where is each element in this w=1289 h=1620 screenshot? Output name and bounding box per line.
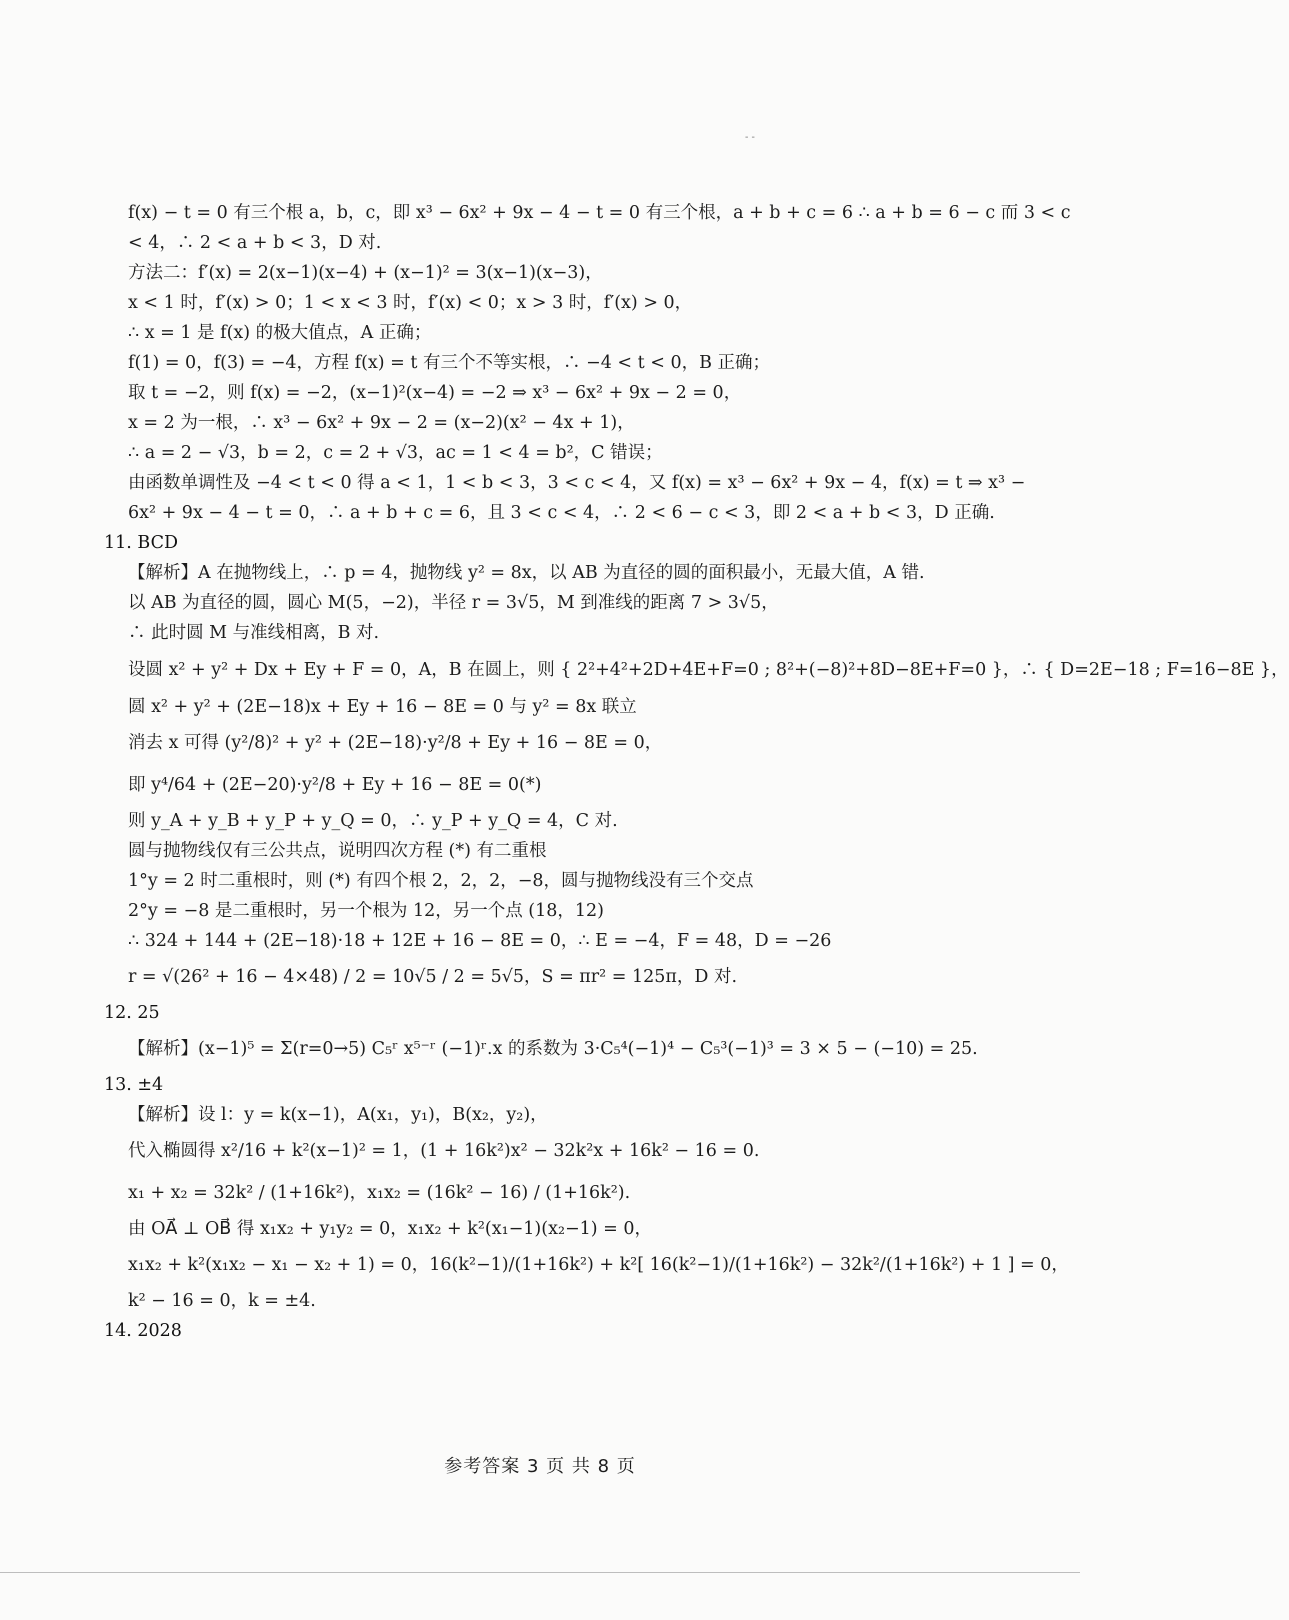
q11-line: ∴ 此时圆 M 与准线相离，B 对. [128,623,380,643]
solution-content [104,198,1289,1346]
q11-line: ∴ 324 + 144 + (2E−18)·18 + 12E + 16 − 8E = 0，∴ E = −4，F = 48，D = −26 [128,931,832,951]
q11-line: 2°y = −8 是二重根时，另一个根为 12，另一个点 (18，12) [128,901,605,921]
q11-line-fraction: 消去 x 可得 (y²/8)² + y² + (2E−18)·y²/8 + Ey + 16 − 8E = 0， [128,733,663,753]
solution-line: x = 2 为一根，∴ x³ − 6x² + 9x − 2 = (x−2)(x² − 4x + 1)， [128,413,635,433]
solution-line: x < 1 时，f′(x) > 0；1 < x < 3 时，f′(x) < 0；x > 3 时，f′(x) > 0， [128,293,693,313]
q11-line: 以 AB 为直径的圆，圆心 M(5，−2)，半径 r = 3√5，M 到准线的距离 7 > 3√5， [128,593,779,613]
q11-line: 圆 x² + y² + (2E−18)x + Ey + 16 − 8E = 0 与 y² = 8x 联立 [128,697,637,717]
q12-answer: 12. 25 [104,1003,160,1023]
solution-line: f(1) = 0，f(3) = −4，方程 f(x) = t 有三个不等实根，∴ −4 < t < 0，B 正确； [128,353,771,373]
q11-line: 则 y_A + y_B + y_P + y_Q = 0，∴ y_P + y_Q = 4，C 对. [128,811,618,831]
q11-line: 圆与抛物线仅有三公共点，说明四次方程 (*) 有二重根 [128,841,547,861]
q13-line: 由 OA⃗ ⊥ OB⃗ 得 x₁x₂ + y₁y₂ = 0，x₁x₂ + k²(x₁−1)(x₂−1) = 0， [128,1219,652,1239]
q11-line: 1°y = 2 时二重根时，则 (*) 有四个根 2，2，2，−8，圆与抛物线没有三个交点 [128,871,754,891]
q13-line-fraction: x₁x₂ + k²(x₁x₂ − x₁ − x₂ + 1) = 0，16(k²−1)/(1+16k²) + k²[ 16(k²−1)/(1+16k²) − 32k²/(1+16k²) + 1 ] = 0， [128,1255,1069,1275]
solution-line: 由函数单调性及 −4 < t < 0 得 a < 1，1 < b < 3，3 < c < 4，又 f(x) = x³ − 6x² + 9x − 4，f(x) = t ⇒ x³ − [128,473,1026,493]
page-footer: 参考答案 3 页 共 8 页 [444,1456,636,1477]
solution-line: 方法二：f′(x) = 2(x−1)(x−4) + (x−1)² = 3(x−1)(x−3)， [128,263,603,283]
q13-line: 【解析】设 l：y = k(x−1)，A(x₁，y₁)，B(x₂，y₂)， [128,1105,548,1125]
solution-line: 取 t = −2，则 f(x) = −2，(x−1)²(x−4) = −2 ⇒ x³ − 6x² + 9x − 2 = 0， [128,383,742,403]
q13-answer: 13. ±4 [104,1075,164,1095]
q11-line-equation-system: 设圆 x² + y² + Dx + Ey + F = 0，A，B 在圆上，则 { 2²+4²+2D+4E+F=0 ; 8²+(−8)²+8D−8E+F=0 }，∴ { D=2E−18 ; F=16−8E }， [128,660,1289,680]
q13-line: k² − 16 = 0，k = ±4. [128,1291,316,1311]
q11-answer: 11. BCD [104,533,178,553]
q12-line: 【解析】(x−1)⁵ = Σ(r=0→5) C₅ʳ x⁵⁻ʳ (−1)ʳ.x 的系数为 3·C₅⁴(−1)⁴ − C₅³(−1)³ = 3 × 5 − (−10) = 25. [128,1039,978,1059]
solution-line: < 4，∴ 2 < a + b < 3，D 对. [128,233,382,253]
solution-line: ∴ a = 2 − √3，b = 2，c = 2 + √3，ac = 1 < 4 = b²，C 错误； [128,443,663,463]
top-mark: - - [745,132,755,143]
q13-line-fraction: 代入椭圆得 x²/16 + k²(x−1)² = 1，(1 + 16k²)x² − 32k²x + 16k² − 16 = 0. [128,1141,760,1161]
q11-line-fraction: 即 y⁴/64 + (2E−20)·y²/8 + Ey + 16 − 8E = 0(*) [128,775,542,795]
solution-line: ∴ x = 1 是 f(x) 的极大值点，A 正确； [128,323,432,343]
q11-line: 【解析】A 在抛物线上，∴ p = 4，抛物线 y² = 8x，以 AB 为直径的圆的面积最小，无最大值，A 错. [128,563,925,583]
q13-line-fraction: x₁ + x₂ = 32k² / (1+16k²)，x₁x₂ = (16k² − 16) / (1+16k²). [128,1183,631,1203]
q11-line-fraction: r = √(26² + 16 − 4×48) / 2 = 10√5 / 2 = 5√5，S = πr² = 125π，D 对. [128,967,738,987]
bottom-rule [0,1572,1080,1573]
solution-line: f(x) − t = 0 有三个根 a，b，c，即 x³ − 6x² + 9x − 4 − t = 0 有三个根，a + b + c = 6 ∴ a + b = 6 − c 而 3 < c [128,203,1071,223]
q14-answer: 14. 2028 [104,1321,182,1341]
solution-line: 6x² + 9x − 4 − t = 0，∴ a + b + c = 6，且 3 < c < 4，∴ 2 < 6 − c < 3，即 2 < a + b < 3，D 正确. [128,503,995,523]
